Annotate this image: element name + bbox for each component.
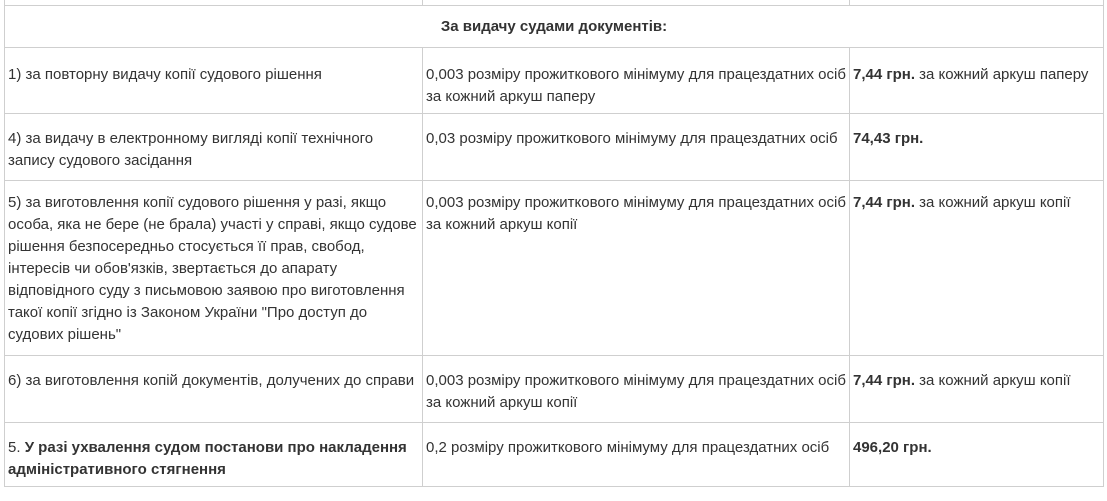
amount-note: за кожний аркуш копії [915,372,1071,389]
rate-cell: 0,2 розміру прожиткового мінімуму для працездатних осіб [423,423,850,487]
amount-value: 496,20 грн. [853,439,932,456]
amount-cell [850,114,1104,181]
amount-value: 7,44 грн. [853,372,915,389]
amount-value: 74,43 грн. [853,130,924,147]
amount-cell [850,181,1104,356]
rate-cell: 0,003 розміру прожиткового мінімуму для працездатних осіб за кожний аркуш копії [423,356,850,423]
rate-cell: 0,03 розміру прожиткового мінімуму для працездатних осіб [423,114,850,181]
table-row [5,48,1104,114]
section-header-row [5,6,1104,48]
table-row [5,114,1104,181]
amount-note: за кожний аркуш копії [915,194,1071,211]
service-cell: 5) за виготовлення копії судового рішення у разі, якщо особа, яка не бере (не брала) участі у справі, якщо судове рішення безпосередньо стосується її прав, свобод, інтересів чи обов'язків, звертається до апарату відповідного суду з письмовою заявою про виготовлення такої копії згідно із Законом України "Про доступ до судових рішень" [5,181,423,356]
amount-cell [850,48,1104,114]
service-cell: 6) за виготовлення копій документів, долучених до справи [5,356,423,423]
service-cell: 1) за повторну видачу копії судового рішення [5,48,423,114]
rate-cell: 0,003 розміру прожиткового мінімуму для працездатних осіб за кожний аркуш копії [423,181,850,356]
amount-cell [850,356,1104,423]
table-row [5,356,1104,423]
amount-note: за кожний аркуш паперу [915,66,1089,83]
section-header: За видачу судами документів: [5,6,1104,48]
amount-value: 7,44 грн. [853,66,915,83]
court-fees-table [4,0,1104,487]
section-5-row [5,423,1104,487]
service-cell [5,423,423,487]
service-cell: 4) за видачу в електронному вигляді копії технічного запису судового засідання [5,114,423,181]
amount-cell [850,423,1104,487]
rate-cell: 0,003 розміру прожиткового мінімуму для працездатних осіб за кожний аркуш паперу [423,48,850,114]
section-number: 5. [8,439,25,456]
section-title: У разі ухвалення судом постанови про накладення адміністративного стягнення [8,439,407,478]
table-row [5,181,1104,356]
amount-value: 7,44 грн. [853,194,915,211]
